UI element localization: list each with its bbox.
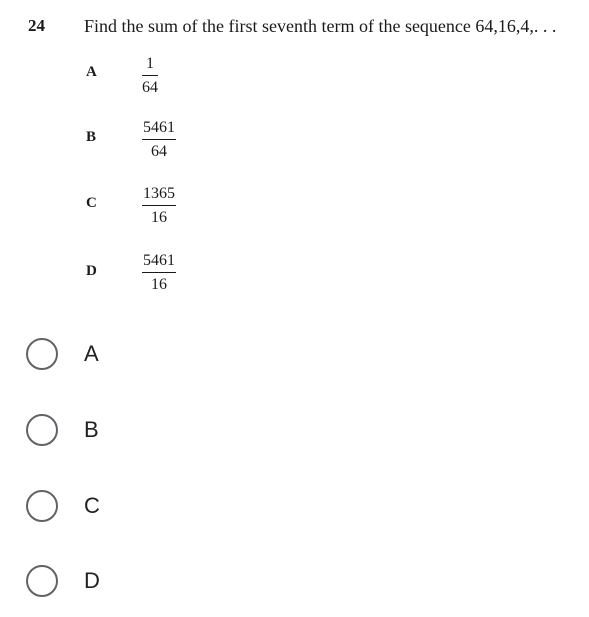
question-number: 24: [28, 16, 45, 35]
fraction-numerator: 1: [146, 55, 154, 72]
question-text: Find the sum of the first seventh term of the sequence 64,16,4,. . .: [84, 16, 557, 36]
radio-button-icon[interactable]: [26, 490, 58, 522]
radio-choice-label[interactable]: A: [84, 341, 99, 366]
radio-choice-d[interactable]: [26, 563, 100, 599]
fraction-numerator: 5461: [143, 252, 175, 269]
fraction-bar: [142, 139, 176, 140]
option-fraction-d: [142, 251, 176, 295]
option-letter-c: C: [86, 195, 97, 211]
fraction-denominator: 16: [151, 276, 167, 293]
fraction-denominator: 64: [142, 79, 158, 96]
radio-choice-a[interactable]: [26, 336, 99, 372]
radio-choice-b[interactable]: [26, 412, 99, 448]
radio-button-icon[interactable]: [26, 565, 58, 597]
option-letter-d: D: [86, 263, 97, 279]
fraction-denominator: 16: [151, 209, 167, 226]
option-fraction-c: [142, 184, 176, 228]
fraction-bar: [142, 272, 176, 273]
fraction-numerator: 5461: [143, 119, 175, 136]
option-fraction-a: [142, 54, 158, 98]
fraction-numerator: 1365: [143, 185, 175, 202]
option-letter-b: B: [86, 129, 97, 145]
radio-choice-c[interactable]: [26, 488, 100, 524]
option-letter-a: A: [86, 64, 97, 80]
radio-choice-label[interactable]: B: [84, 417, 99, 442]
fraction-bar: [142, 205, 176, 206]
fraction-bar: [142, 75, 158, 76]
radio-choice-label[interactable]: D: [84, 568, 100, 593]
fraction-denominator: 64: [151, 143, 167, 160]
radio-choice-label[interactable]: C: [84, 493, 100, 518]
radio-button-icon[interactable]: [26, 338, 58, 370]
option-fraction-b: [142, 118, 176, 162]
radio-button-icon[interactable]: [26, 414, 58, 446]
